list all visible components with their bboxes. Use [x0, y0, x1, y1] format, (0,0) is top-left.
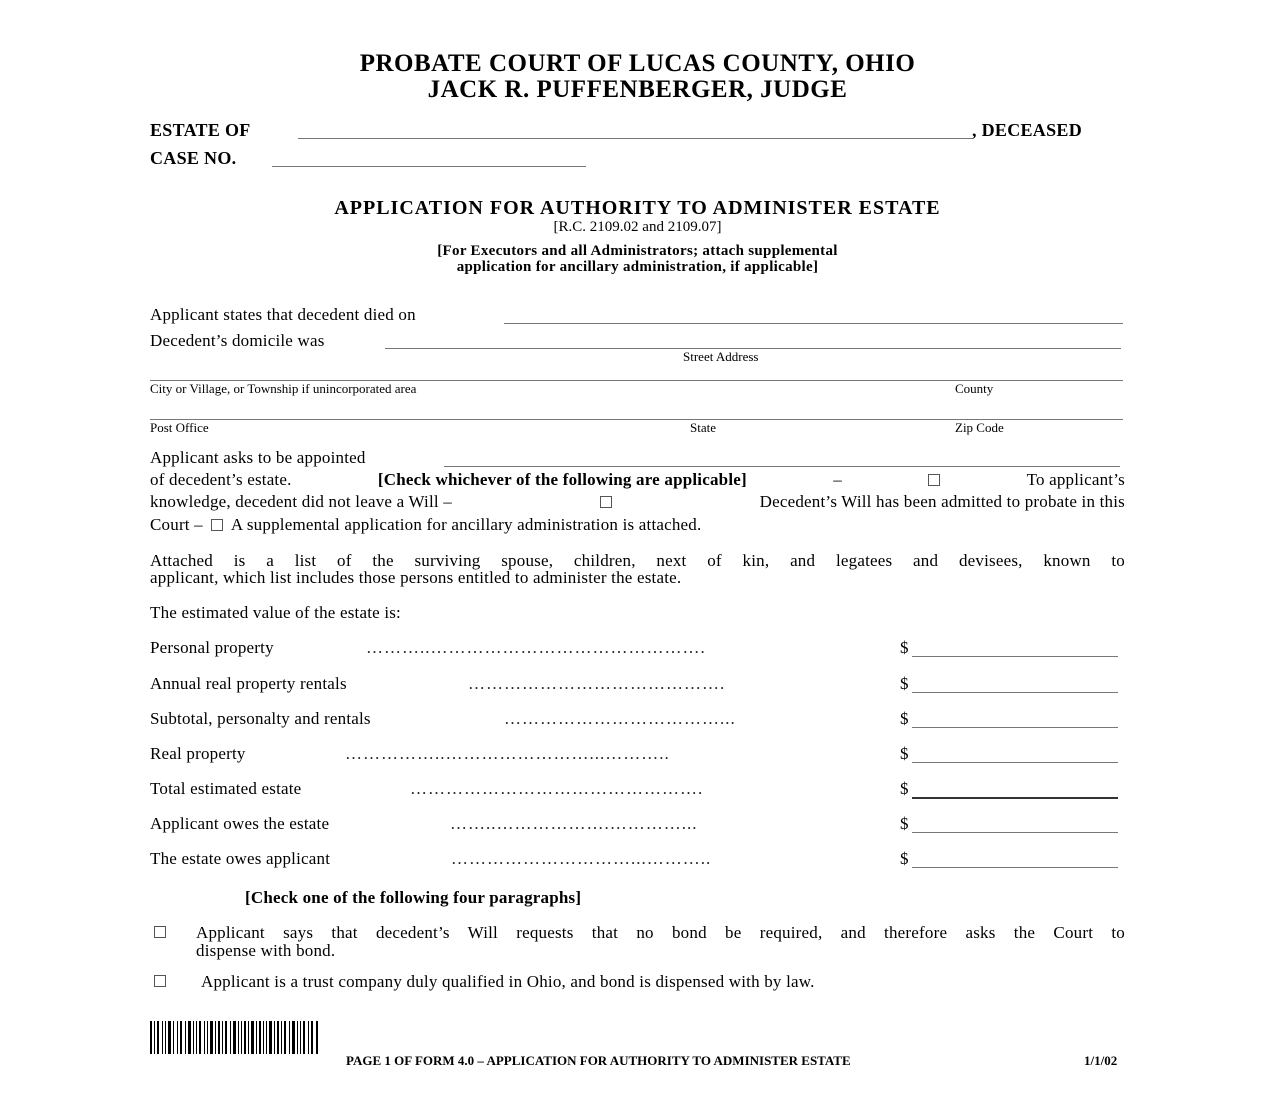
bond-option2-text: Applicant is a trust company duly qualified in Ohio, and bond is dispensed with by law.: [201, 972, 815, 991]
estate-row-amount-field[interactable]: [912, 673, 1118, 693]
footer-page-label: PAGE 1 OF FORM 4.0 – APPLICATION FOR AUTHORITY TO ADMINISTER ESTATE: [346, 1053, 851, 1068]
bond-instruction: [Check one of the following four paragraphs]: [245, 888, 582, 907]
check-applicable-instruction: [Check whichever of the following are applicable]: [377, 470, 747, 489]
estate-row-leader-dots: ……………..……………………...………..: [345, 744, 670, 763]
estate-row-currency-sign: $: [900, 709, 909, 728]
estate-row-amount-line: [912, 797, 1118, 799]
estate-row-leader-dots: ………………………………………….: [410, 779, 704, 798]
appointed-field[interactable]: [444, 447, 1120, 467]
estate-row-label: Applicant owes the estate: [150, 814, 330, 833]
estate-row-currency-sign: $: [900, 779, 909, 798]
estate-row-leader-dots: ………..……………………………………….: [366, 638, 706, 657]
estate-row-currency-sign: $: [900, 814, 909, 833]
will-admitted-checkbox[interactable]: [600, 496, 612, 508]
estimate-intro: The estimated value of the estate is:: [150, 603, 401, 622]
estate-row-amount-field[interactable]: [912, 743, 1118, 763]
footer-revision-date: 1/1/02: [1084, 1053, 1118, 1068]
statute-reference: [R.C. 2109.02 and 2109.07]: [553, 219, 722, 235]
estate-row-label: Annual real property rentals: [150, 674, 347, 693]
judge-name: JACK R. PUFFENBERGER, JUDGE: [427, 76, 848, 103]
will-status-line3: [150, 515, 701, 535]
estate-row-amount-field[interactable]: [912, 848, 1118, 868]
street-address-caption: Street Address: [683, 349, 759, 364]
will-status-line1: [150, 470, 1125, 490]
state-caption: State: [690, 420, 716, 435]
case-no-field[interactable]: [272, 148, 586, 168]
estate-row-leader-dots: ………………………………...: [504, 709, 736, 728]
estate-row-leader-dots: …………………………...………..: [451, 849, 712, 868]
estate-row-amount-line: [912, 727, 1118, 728]
no-will-text-end: knowledge, decedent did not leave a Will –: [150, 492, 452, 511]
court-name: PROBATE COURT OF LUCAS COUNTY, OHIO: [359, 50, 916, 77]
form-title: APPLICATION FOR AUTHORITY TO ADMINISTER ESTATE: [334, 197, 941, 219]
estate-row-amount-line: [912, 762, 1118, 763]
estate-row-amount-field[interactable]: [912, 708, 1118, 728]
domicile-label: Decedent’s domicile was: [150, 331, 325, 350]
post-office-caption: Post Office: [150, 420, 209, 435]
ancillary-text: A supplemental application for ancillary administration is attached.: [230, 515, 702, 534]
estate-row-label: Personal property: [150, 638, 274, 657]
city-caption: City or Village, or Township if unincorporated area: [150, 381, 417, 396]
appointed-line: [444, 466, 1120, 467]
appointed-label: Applicant asks to be appointed: [150, 448, 366, 467]
bond-option1-line1: Applicant says that decedent’s Will requests that no bond be required, and therefore asks the Court to: [196, 923, 1125, 942]
estate-row-currency-sign: $: [900, 638, 909, 657]
deceased-label: , DECEASED: [972, 120, 1083, 140]
dash: –: [833, 470, 842, 489]
estate-of-label: ESTATE OF: [150, 120, 251, 140]
estate-row-amount-line: [912, 867, 1118, 868]
died-on-line: [504, 323, 1123, 324]
barcode-image: [150, 1021, 320, 1054]
will-status-line2: [150, 492, 1125, 512]
estate-row-amount-line: [912, 832, 1118, 833]
attached-paragraph-line2: applicant, which list includes those persons entitled to administer the estate.: [150, 568, 682, 587]
case-no-line: [272, 166, 586, 167]
instruction-note-line1: [For Executors and all Administrators; attach supplemental: [437, 243, 838, 259]
estate-of-line: [298, 138, 972, 139]
estate-row-currency-sign: $: [900, 674, 909, 693]
estate-row-amount-field[interactable]: [912, 637, 1118, 657]
instruction-note-line2: application for ancillary administration, if applicable]: [456, 259, 819, 275]
estate-row-label: Total estimated estate: [150, 779, 302, 798]
estate-row-amount-line: [912, 692, 1118, 693]
estate-row-label: The estate owes applicant: [150, 849, 331, 868]
court-text: Court –: [150, 515, 203, 534]
case-no-label: CASE NO.: [150, 148, 237, 168]
died-on-field[interactable]: [504, 304, 1123, 324]
city-county-field[interactable]: [150, 362, 1123, 382]
post-office-field[interactable]: [150, 400, 1123, 420]
estate-row-amount-field[interactable]: [912, 778, 1118, 798]
street-address-field[interactable]: [385, 330, 1121, 350]
estate-row-amount-field[interactable]: [912, 813, 1118, 833]
ancillary-checkbox[interactable]: [211, 519, 223, 531]
no-will-text-start: To applicant’s: [1026, 470, 1125, 489]
estate-row-amount-line: [912, 656, 1118, 657]
estate-row-currency-sign: $: [900, 849, 909, 868]
estate-row-leader-dots: …………………………………….: [468, 674, 726, 693]
estate-text: of decedent’s estate.: [150, 470, 292, 489]
died-on-label: Applicant states that decedent died on: [150, 305, 416, 324]
bond-option1-checkbox[interactable]: [154, 926, 166, 938]
attached-paragraph-line1: Attached is a list of the surviving spouse, children, next of kin, and legatees and devisees, known to: [150, 551, 1125, 570]
no-will-checkbox[interactable]: [928, 474, 940, 486]
estate-row-currency-sign: $: [900, 744, 909, 763]
county-caption: County: [955, 381, 994, 396]
estate-row-label: Subtotal, personalty and rentals: [150, 709, 371, 728]
estate-of-field[interactable]: [298, 120, 972, 140]
estate-row-label: Real property: [150, 744, 246, 763]
bond-option2-checkbox[interactable]: [154, 975, 166, 987]
zip-caption: Zip Code: [955, 420, 1004, 435]
will-admitted-text: Decedent’s Will has been admitted to probate in this: [759, 492, 1125, 511]
bond-option1-line2: dispense with bond.: [196, 941, 336, 960]
estate-row-leader-dots: ……..……………….…………...: [450, 814, 698, 833]
